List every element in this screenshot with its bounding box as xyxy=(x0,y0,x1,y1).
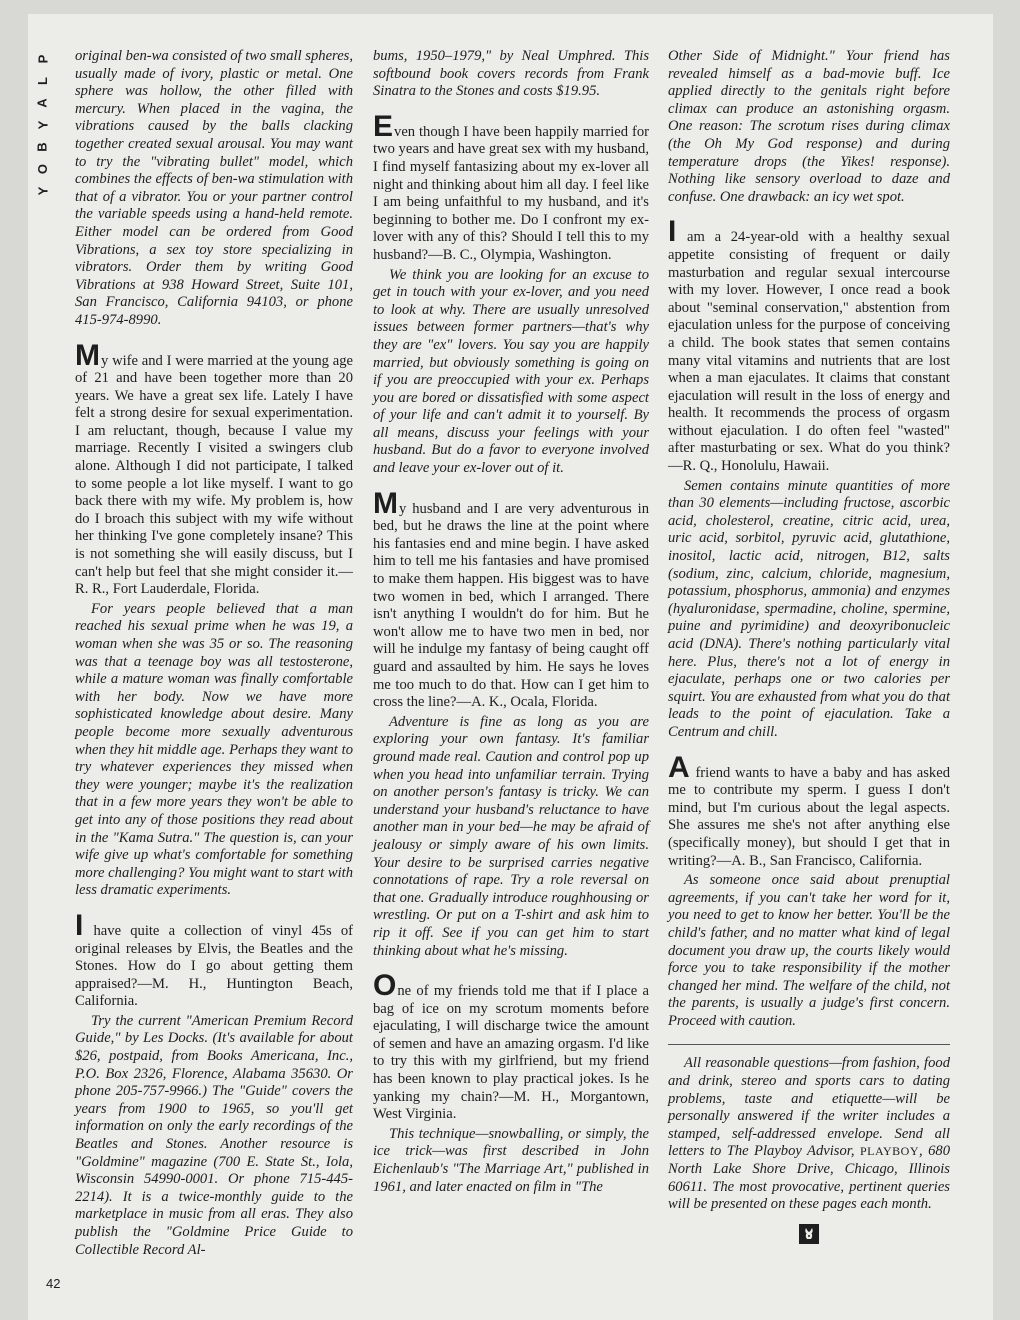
question-body: ne of my friends told me that if I place a bag of ice on my scrotum moments before ejaculating, I will discharge twice the amount of semen and have an amazing orgasm. I'd like to try this with my girlfriend, but my friend has been known to play practical jokes. Is he yanking my chain?—M. H., Morgantown, West Virginia. xyxy=(373,983,649,1123)
question-text xyxy=(668,215,950,475)
drop-cap: I xyxy=(668,215,677,249)
drop-cap: M xyxy=(373,486,398,520)
running-head-letter: O xyxy=(35,163,50,175)
running-head-letter: P xyxy=(34,54,50,64)
page-number: 42 xyxy=(46,1276,61,1291)
question-text xyxy=(75,338,353,599)
column-1 xyxy=(75,46,353,1259)
submission-note xyxy=(668,1044,950,1213)
answer-text: Semen contains minute quantities of more than 30 elements—including fructose, ascorbic acid, cholesterol, creatine, citric acid, urea, uric acid, sorbitol, pyruvic acid, glutathione, inositol, lactic acid, nitrogen, B12, salts (sodium, zinc, calcium, chloride, magnesium, potassium, phosphorus, ammonia) and enzymes (hyaluronidase, spermadine, choline, spermine, puine and pyrimidine) and deoxyribonucleic acid (DNA). There's nothing particularly vital here. Plus, there's not a lot of energy in ejaculate, perhaps one or two calories per squirt. You are exhausted from what you do that leads to the point of ejaculation. Take a Centrum and chill. xyxy=(668,477,950,740)
running-head-letter: Y xyxy=(34,120,50,130)
question-text xyxy=(373,486,649,712)
submission-note-text: , 680 North Lake Shore Drive, Chicago, Illinois 60611. The most provocative, pertinent queries will be presented on these pages each month. xyxy=(668,1143,950,1213)
running-head-letter: L xyxy=(34,77,50,85)
answer-text: bums, 1950–1979," by Neal Umphred. This softbound book covers records from Frank Sinatra to the Stones and costs $19.95. xyxy=(373,48,649,100)
question-text xyxy=(373,969,649,1124)
question-text xyxy=(75,908,353,1011)
question-body: ven though I have been happily married for two years and have great sex with my husband, I find myself fantasizing about my ex-lover all night and thinking about him all day. I feel like I am being unfaithful to my husband, and it's beginning to bother me. Do I confront my ex-lover with any of this? Should I tell this to my husband?—B. C., Olympia, Washington. xyxy=(373,123,649,263)
answer-text: Other Side of Midnight." Your friend has revealed himself as a bad-movie buff. Ice applied directly to the genitals right before climax can produce an astonishing orgasm. One reason: The scrotum rises during climax (the Oh My God response) and during temperature drops (the Yikes! response). Nothing like sensory overload to daze and confuse. One drawback: an icy wet spot. xyxy=(668,48,950,205)
running-head xyxy=(28,48,58,202)
drop-cap: I xyxy=(75,908,84,942)
drop-cap: A xyxy=(668,750,690,784)
running-head-letter: A xyxy=(34,98,50,108)
drop-cap: E xyxy=(373,109,394,143)
column-3 xyxy=(668,46,950,1244)
answer-text: Try the current "American Premium Record Guide," by Les Docks. (It's available for about $26, postpaid, from Books Americana, Inc., P.O. Box 2326, Florence, Alabama 35630. Or phone 205-757-9966.) The "Guide" covers the years from 1900 to 1965, so you'll get information on only the early recordings of the Beatles and Stones. Another resource is "Goldmine" magazine (700 E. State St., Iola, Wisconsin 54990-0001. Or phone 715-445-2214). It is a twice-monthly guide to the marketplace in music from all eras. They also publish the "Goldmine Price Guide to Collectible Record Al- xyxy=(75,1012,353,1258)
question-body: have quite a collection of vinyl 45s of original releases by Elvis, the Beatles and the Stones. How do I go about getting them appraised?—M. H., Huntington Beach, California. xyxy=(75,922,353,1010)
drop-cap: O xyxy=(373,969,397,1003)
question-text xyxy=(668,750,950,871)
question-body: y wife and I were married at the young age of 21 and have been together more than 20 years. We have a great sex life. Lately I have felt a strong desire for sexual experimentation. I am reluctant, though, because I value my marriage. Recently I visited a swingers club alone. Although I did not participate, I talked to some people a lot like myself. I want to go back there with my wife. My problem is, how do I broach this subject with my wife without her thinking I've gone completely insane? This is not something she will easily discuss, but I can't help but feel that she might consider it.—R. R., Fort Lauderdale, Florida. xyxy=(75,352,353,598)
answer-text: original ben-wa consisted of two small spheres, usually made of ivory, plastic or metal. One sphere was hollow, the other filled with mercury. When placed in the vagina, the vibrations caused by the balls clacking together created sexual arousal. You may want to try the "vibrating bullet" model, which combines the effects of ben-wa stimulation with that of a vibrator. You or your partner control the variable speeds using a hand-held remote. Either model can be ordered from Good Vibrations, a sex toy store specializing in vibrators. Order them by writing Good Vibrations at 938 Howard Street, Suite 101, San Francisco, California 94103, or phone 415-974-8990. xyxy=(75,48,353,328)
question-text xyxy=(373,109,649,265)
drop-cap: M xyxy=(75,338,100,372)
answer-text: This technique—snowballing, or simply, the ice trick—was first described in John Eichenlaub's "The Marriage Art," published in 1961, and later enacted on film in "The xyxy=(373,1125,649,1195)
question-body: y husband and I are very adventurous in bed, but he draws the line at the point where his fantasies end and mine begin. I have asked him to tell me his fantasies and have promised to make them happen. His biggest was to have two women in bed, which I arranged. There isn't anything I wouldn't do for him. But he won't allow me to have two men in bed, nor will he indulge my fantasy of being caught off guard and assaulted by him. He says he loves me too much to do that. How can I get him to cross the line?—A. K., Ocala, Florida. xyxy=(373,500,649,711)
answer-text: As someone once said about prenuptial agreements, if you can't take her word for it, you need to get to know her better. You'll be the child's father, and no matter what kind of legal document you draw up, the courts likely would force you to take responsibility if the mother changed her mind. The welfare of the child, not the parents, is usually a judge's first concern. Proceed with caution. xyxy=(668,872,950,1029)
running-head-letter: Y xyxy=(34,186,50,196)
column-2 xyxy=(373,46,649,1196)
submission-note-text: All reasonable questions—from fashion, food and drink, stereo and sports cars to dating problems, taste and etiquette—will be personally answered if the writer includes a stamped, self-addressed envelope. Send all letters to The Playboy Advisor, xyxy=(668,1055,950,1160)
rabbit-logo-icon xyxy=(799,1224,819,1244)
question-body: friend wants to have a baby and has asked me to contribute my sperm. I guess I don't mind, but I'm curious about the legal aspects. She assures me she's not after anything else (specifically money), but should I get that in writing?—A. B., San Francisco, California. xyxy=(668,764,950,869)
answer-text: For years people believed that a man reached his sexual prime when he was 19, a woman when she was 35 or so. The reasoning was that a teenage boy was all testosterone, while a mature woman was finally comfortable with her body. Now we have more sophisticated knowledge about desire. Many people become more sexually adventurous when they hit middle age. Perhaps they want to try whatever experiences they missed when they were younger; maybe it's the realization that in a few more years they won't be able to get into any of those positions they read about in the "Kama Sutra." The question is, can your wife give up what's comfortable for something more challenging? You might want to start with less dramatic experiments. xyxy=(75,600,353,899)
magazine-name: PLAYBOY xyxy=(859,1144,920,1159)
running-head-letter: B xyxy=(34,142,50,152)
magazine-page xyxy=(28,14,993,1320)
answer-text: We think you are looking for an excuse to get in touch with your ex-lover, and you need to look at why. There are usually unresolved issues between former partners—that's why they are "ex" lovers. You say you are happily married, but obviously something is going on if you are preoccupied with your ex. Perhaps you are bored or dissatisfied with some aspect of your life and can't admit it to yourself. By all means, discuss your feelings with your husband. But do a favor to everyone involved and leave your ex-lover out of it. xyxy=(373,266,649,477)
answer-text: Adventure is fine as long as you are exploring your own fantasy. It's familiar ground made real. Caution and control pop up when you head into unfamiliar terrain. Trying on another person's fantasy is tricky. We can understand your husband's reluctance to have another man in your bed—he may be afraid of jealousy or simply aware of his own limits. Your desire to be surprised carries negative connotations of rape. Try a role reversal on that one. Gradually introduce roughhousing or wrestling. Or put on a T-shirt and ask him to rip it off. See if you can get him to start thinking about what he's missing. xyxy=(373,713,649,959)
question-body: am a 24-year-old with a healthy sexual appetite consisting of frequent or daily masturbation and regular sexual intercourse with my lover. However, I once read a book about "seminal conservation," abstention from ejaculation unless for the purpose of conceiving a child. The book states that semen contains many vital vitamins and nutrients that are lost when a man ejaculates. It claims that constant ejaculation will result in the loss of energy and health. It recommends the process of orgasm without ejaculation. I do often feel "wasted" after masturbating or sex. What do you think?—R. Q., Honolulu, Hawaii. xyxy=(668,229,950,475)
